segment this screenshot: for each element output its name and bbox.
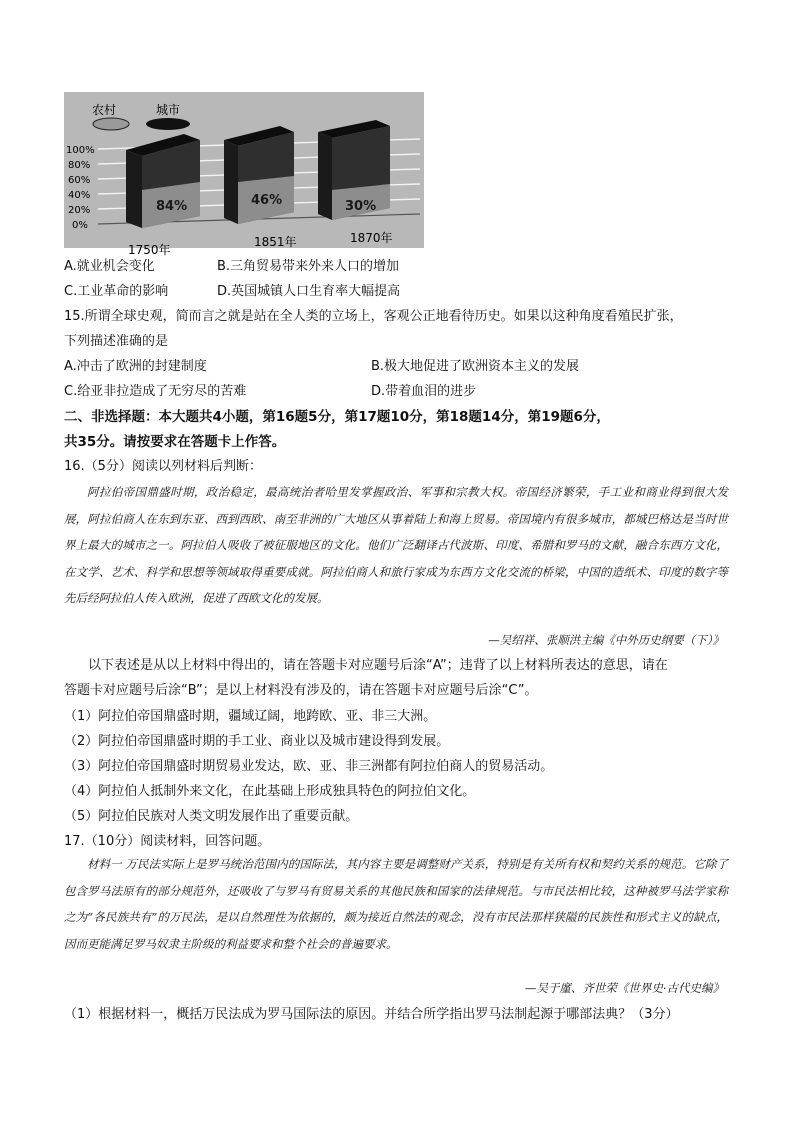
y-tick-label: 40% [68,190,91,201]
bar-value-label: 84% [156,199,188,214]
q17-subquestion-1: （1）根据材料一，概括万民法成为罗马国际法的原因。并结合所学指出罗马法制起源于哪部法典？（3分） [64,1007,679,1022]
q17-stem: 17.（10分）阅读材料，回答问题。 [64,834,271,849]
section-heading-line-2: 共35分。请按要求在答题卡上作答。 [64,434,286,450]
y-tick-label: 60% [68,175,91,186]
q16-item: （5）阿拉伯民族对人类文明发展作出了重要贡献。 [64,809,359,824]
y-tick-label: 20% [68,205,91,216]
q16-item: （2）阿拉伯帝国鼎盛时期的手工业、商业以及城市建设得到发展。 [64,734,450,749]
legend-urban-swatch [146,118,190,130]
q16-item: （1）阿拉伯帝国鼎盛时期，疆域辽阔，地跨欧、亚、非三大洲。 [64,709,437,724]
q14-option-b: B.三角贸易带来外来人口的增加 [217,259,400,274]
q16-instruction-line-2: 答题卡对应题号后涂“B”；是以上材料没有涉及的，请在答题卡对应题号后涂“C”。 [64,683,538,698]
section-heading-line-1: 二、非选择题：本大题共4小题，第16题5分，第17题10分，第18题14分，第19题6分， [64,409,610,425]
q14-option-c: C.工业革命的影响 [64,284,169,299]
y-tick-label: 0% [72,220,88,231]
q15-stem-line-1: 15.所谓全球史观，简而言之就是站在全人类的立场上，客观公正地看待历史。如果以这种角度看殖民扩张， [64,309,683,324]
q17-material [64,851,728,957]
year-label: 1750年 [128,243,171,257]
bar-value-label: 46% [251,193,283,208]
year-label: 1870年 [350,231,393,245]
legend-rural-swatch [93,118,129,130]
q16-stem: 16.（5分）阅读以列材料后判断： [64,459,262,474]
legend-rural-label: 农村 [92,103,117,117]
q15-option-a: A.冲击了欧洲的封建制度 [64,359,207,374]
bar-1870 [318,120,390,220]
q16-material [64,479,728,612]
bar-value-label: 30% [345,199,377,214]
q15-option-d: D.带着血泪的进步 [371,384,477,399]
bar-1750 [126,134,200,228]
population-chart-svg [64,92,424,257]
q17-material-text: 材料一 万民法实际上是罗马统治范围内的国际法，其内容主要是调整财产关系，特别是有关所有权和契约关系的规范。它除了包含罗马法原有的部分规范外，还吸收了与罗马有贸易关系的其他民族和国家的法律规范。与市民法相比较，这种被罗马法学家称之为“各民族共有”的万民法，是以自然理性为依据的，颇为接近自然法的观念，没有市民法那样狭隘的民族性和形式主义的缺点，因而更能满足罗马奴隶主阶级的利益要求和整个社会的普遍要求。 [64,857,728,951]
y-tick-label: 80% [68,160,91,171]
q15-option-b: B.极大地促进了欧洲资本主义的发展 [371,359,580,374]
year-label: 1851年 [254,235,297,249]
q17-source: —吴于廑、齐世荣《世界史·古代史编》 [524,981,724,995]
q14-option-d: D.英国城镇人口生育率大幅提高 [217,284,401,299]
population-chart-figure [64,92,424,257]
legend-urban-label: 城市 [156,103,181,117]
q16-instruction-line-1: 以下表述是从以上材料中得出的，请在答题卡对应题号后涂“A”；违背了以上材料所表达的意思，请在 [88,658,668,673]
q16-source: —吴绍祥、张顺洪主编《中外历史纲要（下）》 [488,633,724,647]
y-tick-label: 100% [66,145,95,156]
q15-stem-line-2: 下列描述准确的是 [64,334,169,349]
q16-item: （3）阿拉伯帝国鼎盛时期贸易业发达，欧、亚、非三洲都有阿拉伯商人的贸易活动。 [64,759,554,774]
q16-item: （4）阿拉伯人抵制外来文化，在此基础上形成独具特色的阿拉伯文化。 [64,784,476,799]
bar-1851 [224,126,294,224]
q16-material-text: 阿拉伯帝国鼎盛时期，政治稳定，最高统治者哈里发掌握政治、军事和宗教大权。帝国经济繁荣，手工业和商业得到很大发展，阿拉伯商人在东到东亚、西到西欧、南至非洲的广大地区从事着陆上和海上贸易。帝国境内有很多城市，都城巴格达是当时世界上最大的城市之一。阿拉伯人吸收了被征服地区的文化。他们广泛翻译古代波斯、印度、希腊和罗马的文献，融合东西方文化，在文学、艺术、科学和思想等领域取得重要成就。阿拉伯商人和旅行家成为东西方文化交流的桥梁，中国的造纸术、印度的数字等先后经阿拉伯人传入欧洲，促进了西欧文化的发展。 [64,485,728,605]
q15-option-c: C.给亚非拉造成了无穷尽的苦难 [64,384,247,399]
q14-option-a: A.就业机会变化 [64,259,155,274]
